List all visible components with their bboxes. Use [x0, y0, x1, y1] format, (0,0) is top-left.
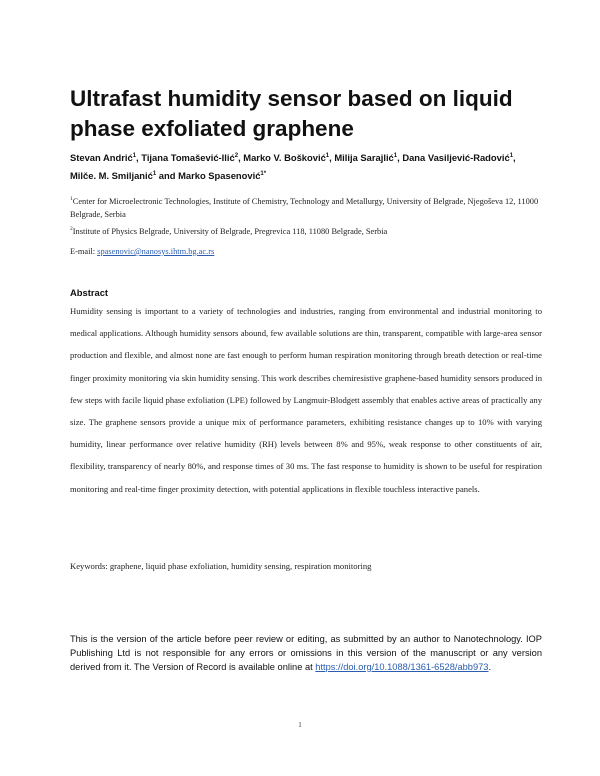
affiliation-1: $^1$Center for Microelectronic Technologies, Institute of Chemistry, Technology and Metallurgy, University of Belgrade, Njegoševa 12, 11000 Belgrade, Serbia	[70, 196, 539, 219]
author-list	[70, 149, 540, 185]
abstract-text: Humidity sensing is important to a variety of technologies and industries, ranging from environmental and industrial monitoring to medical applications. Although humidity sensors abound, few available solutions are thin, transparent, compatible with large-area sensor production and flexible, and almost none are fast enough to perform human respiration monitoring through breath detection or real-time finger proximity monitoring via skin humidity sensing. This work describes chemiresistive graphene-based humidity sensors produced in few steps with facile liquid phase exfoliation (LPE) followed by Langmuir-Blodgett assembly that enables active areas of practically any size. The graphene sensors provide a unique mix of performance parameters, exhibiting resistance changes up to 10% with varying humidity, linear performance over relative humidity (RH) levels between 8% and 95%, weak response to other constituents of air, flexibility, transparency of nearly 80%, and response times of 30 ms. The fast response to humidity is shown to be useful for respiration monitoring and real-time finger proximity detection, with potential applications in flexible touchless interactive panels.	[70, 306, 542, 494]
author: Tijana Tomašević-Ilić$^2$,	[141, 152, 244, 163]
paper-title: Ultrafast humidity sensor based on liquid phase exfoliated graphene	[70, 86, 513, 141]
author: Milče. M. Smiljanić$^1$ and	[70, 170, 179, 181]
keywords: Keywords: graphene, liquid phase exfoliation, humidity sensing, respiration monitoring	[70, 561, 372, 571]
author: Marko Spasenović$^{1*}$	[178, 170, 267, 181]
email-link[interactable]: spasenovic@nanosys.ihtm.bg.ac.rs	[97, 247, 215, 256]
doi-link[interactable]: https://doi.org/10.1088/1361-6528/abb973	[315, 661, 489, 672]
contact-email: E-mail: spasenovic@nanosys.ihtm.bg.ac.rs	[70, 247, 215, 256]
author: Stevan Andrić$^1$,	[70, 152, 142, 163]
page-number: 1	[298, 721, 302, 729]
author: Marko V. Bošković$^1$,	[243, 152, 335, 163]
publisher-notice: This is the version of the article before peer review or editing, as submitted by an author to Nanotechnology. IOP Publishing Ltd is not responsible for any errors or omissions in this version of the manuscript or any version derived from it. The Version of Record is available online at https://doi.org/10.1088/1361-6528/abb973.	[70, 634, 542, 672]
affiliation-2: $^2$Institute of Physics Belgrade, University of Belgrade, Pregrevica 118, 11080 Belgrade, Serbia	[70, 226, 388, 236]
author: Dana Vasiljević-Radović$^1$,	[402, 152, 516, 163]
abstract-heading: Abstract	[70, 287, 109, 298]
author: Milija Sarajlić$^1$,	[334, 152, 403, 163]
